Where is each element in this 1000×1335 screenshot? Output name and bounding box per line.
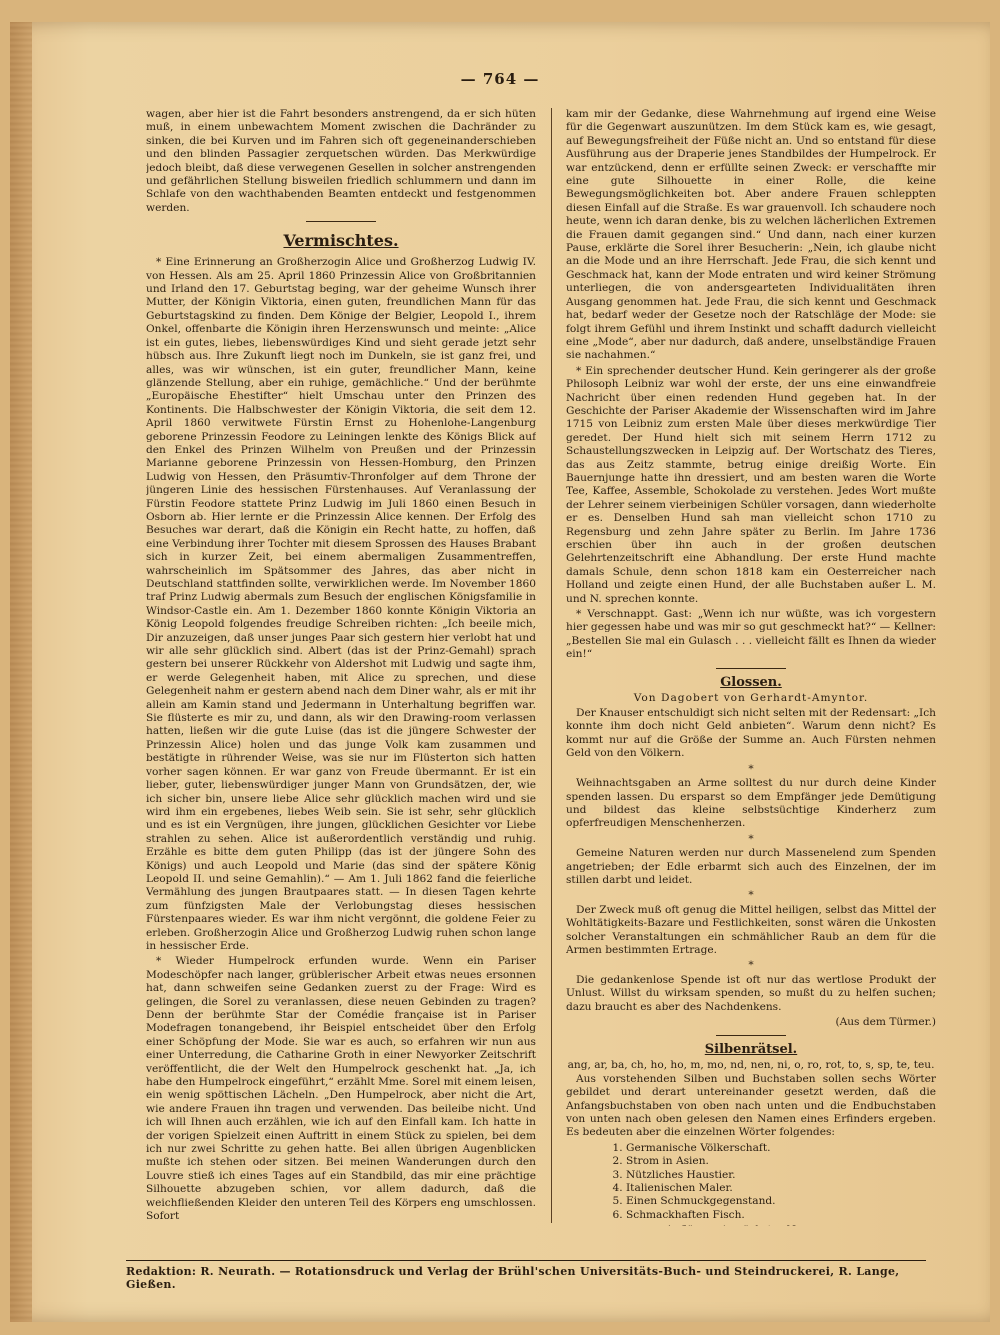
section-divider	[716, 1035, 786, 1036]
intro-paragraph: wagen, aber hier ist die Fahrt besonders anstrengend, da er sich hüten muß, in einem unbewachtem Moment zwischen die Dachränder zu sinken, die bei Kurven und im Fahren sich oft gegeneinanderschieben und den blinden Passagier zerquetschen würden. Das Merkwürdige jedoch bleibt, daß diese verwegenen Gesellen in solcher anstrengenden und gefährlichen Stellung bisweilen friedlich schlummern und dann im Schlafe von den wachthabenden Beamten entdeckt und festgenommen werden.	[146, 108, 536, 214]
column-divider	[551, 108, 552, 1223]
left-column	[146, 108, 536, 1226]
article-humpelrock: * Wieder Humpelrock erfunden wurde. Wenn ein Pariser Modeschöpfer nach langer, grüblerischer Arbeit etwas neues ersonnen hat, dann schweifen seine Gedanken zuerst zu der Frage: Wird es gelingen, die Sorel zu veranlassen, diese neuen Gebinden zu tragen? Denn der berühmte Star der Comédie française ist in Pariser Modefragen tonangebend, ihr Beispiel entscheidet über den Erfolg einer Schöpfung der Mode. Sie war es auch, so erfahren wir nun aus einer Unterredung, die Catharine Groth in einer Newyorker Zeitschrift veröffentlicht, die der Welt den Humpelrock geschenkt hat. „Ja, ich habe den Humpelrock eingeführt,“ erzählt Mme. Sorel mit einem leisen, ein wenig spöttischen Lächeln. „Den Humpelrock, aber nicht die Art, wie andere Frauen ihn tragen und verwenden. Das beileibe nicht. Und ich will Ihnen auch erzählen, wie ich auf den Einfall kam. Ich hatte in der vorigen Spielzeit einen Auftritt in einem Stück zu spielen, bei dem ich nur zwei Schritte zu gehen hatte. Bei allen übrigen Augenblicken mußte ich stehen oder sitzen. Bei meinen Wanderungen durch den Louvre stieß ich eines Tages auf ein Standbild, das mir eine prächtige Silhouette abzugeben schien, vor allem dadurch, daß die weichfließenden Kleider den unteren Teil des Körpers eng umschlossen. Sofort	[146, 955, 536, 1223]
section-divider	[306, 221, 376, 222]
list-item: 1. Germanische Völkerschaft.	[626, 1142, 936, 1155]
list-item: 2. Strom in Asien.	[626, 1155, 936, 1168]
section-divider	[716, 668, 786, 669]
section-heading-glossen: Glossen.	[720, 674, 782, 690]
glossen-source: (Aus dem Türmer.)	[835, 1016, 936, 1028]
glosse-5: Die gedankenlose Spende ist oft nur das wertlose Produkt der Unlust. Willst du wirksam spenden, so mußt du zu helfen suchen; dazu braucht es aber des Nachdenkens.	[566, 973, 936, 1013]
newspaper-page	[10, 22, 990, 1322]
glosse-2: Weihnachtsgaben an Arme solltest du nur durch deine Kinder spenden lassen. Du ersparst so dem Empfänger jede Demütigung und bildest das kleine selbstsüchtige Kinderherz zum opferfreudigen Menschenherzen.	[566, 777, 936, 830]
article-erinnerung: * Eine Erinnerung an Großherzogin Alice und Großherzog Ludwig IV. von Hessen. Als am 25. April 1860 Prinzessin Alice von Großbritannien und Irland den 17. Geburtstag beging, war der geheime Wunsch ihrer Mutter, der Königin Viktoria, einen guten, freundlichen Mann für das Geburtstagskind zu finden. Dem Könige der Belgier, Leopold I., ihrem Onkel, offenbarte die Königin ihren Herzenswunsch und meinte: „Alice ist ein gutes, liebes, liebenswürdiges Kind und sieht gerade jetzt sehr hübsch aus. Ihre Zukunft liegt noch im Dunkeln, sie ist ganz frei, und alles, was wir wünschen, ist ein guter, freundlicher Mann, keine glänzende Stellung, aber ein ruhige, gemächliche.“ Und der berühmte „Europäische Ehestifter“ hielt Umschau unter den Prinzen des Kontinents. Die Halbschwester der Königin Viktoria, die seit dem 12. April 1860 verwitwete Fürstin Ernst zu Hohenlohe-Langenburg geborene Prinzessin Feodore zu Leiningen lenkte des Königs Blick auf den Enkel des Prinzen Wilhelm von Preußen und der Prinzessin Marianne geborene Prinzessin von Hessen-Homburg, den Prinzen Ludwig von Hessen, den Präsumtiv-Thronfolger auf dem Throne der jüngeren Linie des hessischen Fürstenhauses. Auf Veranlassung der Fürstin Feodore stattete Prinz Ludwig im Juli 1860 einen Besuch in Osborn ab. Hier lernte er die Prinzessin Alice kennen. Der Erfolg des Besuches war derart, daß die Königin ein Recht hatte, zu hoffen, daß eine Verbindung ihrer Tochter mit diesem Sprossen des Hauses Brabant sich in kurzer Zeit, bei einem abermaligen Zusammentreffen, wahrscheinlich im Spätsommer des Jahres, das aber nicht in Deutschland stattfinden sollte, verwirklichen werde. Im November 1860 traf Prinz Ludwig abermals zum Besuch der englischen Königsfamilie in Windsor-Castle ein. Am 1. Dezember 1860 konnte Königin Viktoria an König Leopold folgendes freudige Schreiben richten: „Ich beeile mich, Dir anzuzeigen, daß unser junges Paar sich gestern hier verlobt hat und wir alle sehr glücklich sind. Albert (das ist der Prinz-Gemahl) sprach gestern bei unserer Rückkehr von Aldershot mit Ludwig und sagte ihm, er werde Gelegenheit haben, mit Alice zu sprechen, und diese Gelegenheit nahm er gestern abend nach dem Diner wahr, als er mit ihr allein am Kamin stand und Jedermann in Unterhaltung begriffen war. Sie flüsterte es mir zu, und dann, als wir den Drawing-room verlassen hatten, ließen wir die gute Luise (das ist die jüngere Schwester der Prinzessin Alice) holen und das junge Volk kam zusammen und bestätigte in rührender Weise, was sie nur im Flüsterton sich hatten vorher sagen können. Er war ganz von Freude übermannt. Er ist ein lieber, guter, liebenswürdiger junger Mann von Grundsätzen, der, wie ich sicher bin, unsere liebe Alice sehr glücklich machen wird und sie wird ihm ein ergebenes, liebes Weib sein. Sie ist sehr, sehr glücklich und es ist ein Vergnügen, ihre jungen, glücklichen Gesichter vor Liebe strahlen zu sehen. Alice ist außerordentlich verständig und ruhig. Erzähle es bitte dem guten Philipp (das ist der jüngere Sohn des Königs) und auch Leopold und Marie (das sind der spätere König Leopold II. und seine Gemahlin).“ — Am 1. Juli 1862 fand die feierliche Vermählung des jungen Brautpaares statt. — In diesen Tagen kehrte zum fünfzigsten Male der Verlobungstag dieses hessischen Fürstenpaares wieder. Es war ihm nicht vergönnt, die goldene Feier zu erleben. Großherzogin Alice und Großherzog Ludwig ruhen schon lange in hessischer Erde.	[146, 256, 536, 952]
silben-instructions: Aus vorstehenden Silben und Buchstaben sollen sechs Wörter gebildet und derart untereinander gesetzt werden, daß die Anfangsbuchstaben von oben nach unten und die Endbuchstaben von unten nach oben gelesen den Namen eines Erfinders ergeben. Es bedeuten aber die einzelnen Wörter folgendes:	[566, 1072, 936, 1139]
glosse-1: Der Knauser entschuldigt sich nicht selten mit der Redensart: „Ich konnte ihm doch nicht Geld anbieten“. Warum denn nicht? Es kommt nur auf die Größe der Summe an. Auch Fürsten nehmen Geld von den Völkern.	[566, 707, 936, 760]
silben-letters: ang, ar, ba, ch, ho, ho, m, mo, nd, nen, ni, o, ro, rot, to, s, sp, te, teu.	[567, 1059, 935, 1072]
right-column	[566, 108, 936, 1226]
asterisk-divider: *	[748, 762, 754, 775]
asterisk-divider: *	[748, 959, 754, 972]
book-spine-edge	[10, 22, 32, 1322]
list-item: 6. Schmackhaften Fisch.	[626, 1209, 936, 1222]
list-item: 4. Italienischen Maler.	[626, 1182, 936, 1195]
asterisk-divider: *	[748, 832, 754, 845]
section-heading-silbenraetsel: Silbenrätsel.	[704, 1042, 798, 1058]
page-number: — 764 —	[460, 70, 540, 88]
article-hund: * Ein sprechender deutscher Hund. Kein geringerer als der große Philosoph Leibniz war wohl der erste, der uns eine einwandfreie Nachricht über einen redenden Hund gegeben hat. In der Geschichte der Pariser Akademie der Wissenschaften wird im Jahre 1715 von Leibniz zum ersten Male über dieses merkwürdige Tier geredet. Der Hund hielt sich mit seinem Herrn 1712 zu Schaustellungszwecken in Leipzig auf. Der Wortschatz des Tieres, das aus Zeitz stammte, betrug einige dreißig Worte. Ein Bauernjunge hatte ihn dressiert, und am besten waren die Worte Tee, Kaffee, Assemble, Schokolade zu verstehen. Jedes Wort mußte der Lehrer seinem vierbeinigen Schüler vorsagen, dann wiederholte er es. Denselben Hund sah man vielleicht schon 1710 zu Regensburg und zehn Jahre später zu Berlin. Im Jahre 1736 erschien über ihn auch in der großen deutschen Gelehrtenzeitschrift eine Abhandlung. Der erste Hund machte damals Schule, denn schon 1818 kam ein Oesterreicher nach Holland und zeigte einen Hund, der alle Buchstaben außer L. M. und N. sprechen konnte.	[566, 364, 936, 605]
silben-list	[626, 1142, 936, 1222]
section-heading-vermischtes: Vermischtes.	[283, 231, 399, 251]
asterisk-divider: *	[748, 889, 754, 902]
imprint-footer: Redaktion: R. Neurath. — Rotationsdruck und Verlag der Brühl'schen Universitäts-Buch- und Steindruckerei, R. Lange, Gießen.	[126, 1260, 926, 1291]
glossen-author: Von Dagobert von Gerhardt-Amyntor.	[633, 691, 869, 704]
glosse-4: Der Zweck muß oft genug die Mittel heiligen, selbst das Mittel der Wohltätigkeits-Bazare und Festlichkeiten, sonst wären die Unkosten solcher Veranstaltungen ein schmählicher Raub an dem für die Armen bestimmten Ertrage.	[566, 903, 936, 956]
glosse-3: Gemeine Naturen werden nur durch Massenelend zum Spenden angetrieben; der Edle erbarmt sich auch des Einzelnen, der im stillen darbt und leidet.	[566, 847, 936, 886]
list-item: 5. Einen Schmuckgegenstand.	[626, 1195, 936, 1208]
list-item: 3. Nützliches Haustier.	[626, 1169, 936, 1182]
silben-solution-note	[566, 1224, 936, 1226]
article-humpelrock-continued: kam mir der Gedanke, diese Wahrnehmung auf irgend eine Weise für die Gegenwart auszunützen. Im dem Stück kam es, wie gesagt, auf Bewegungsfreiheit der Füße nicht an. Und so entstand für diese Ausführung aus der Draperie jenes Standbildes der Humpelrock. Er war entzückend, denn er erfüllte seinen Zweck: er verschaffte mir eine gute Silhouette in einer Rolle, die keine Bewegungsmöglichkeiten bot. Aber andere Frauen schleppten diesen Einfall auf die Straße. Es war grauenvoll. Ich schaudere noch heute, wenn ich daran denke, bis zu welchen lächerlichen Extremen die Frauen damit gegangen sind.“ Und dann, nach einer kurzen Pause, erklärte die Sorel ihrer Besucherin: „Nein, ich glaube nicht an die Mode und an ihre Herrschaft. Jede Frau, die sich kennt und Geschmack hat, kann der Mode entraten und wird keiner Strömung unterliegen, die von andersgearteten Individualitäten ihren Ausgang genommen hat. Jede Frau, die sich kennt und Geschmack hat, bedarf weder der Gesetze noch der Ratschläge der Mode: sie folgt ihrem Gefühl und ihrem Instinkt und schafft dadurch vielleicht eine „Mode“, aber nur dadurch, daß andere, unselbständige Frauen sie nachahmen.“	[566, 108, 936, 362]
article-verschnappt: * Verschnappt. Gast: „Wenn ich nur wüßte, was ich vorgestern hier gegessen habe und was mir so gut geschmeckt hat?“ — Kellner: „Bestellen Sie mal ein Gulasch . . . vielleicht fällt es Ihnen da wieder ein!“	[566, 608, 936, 661]
